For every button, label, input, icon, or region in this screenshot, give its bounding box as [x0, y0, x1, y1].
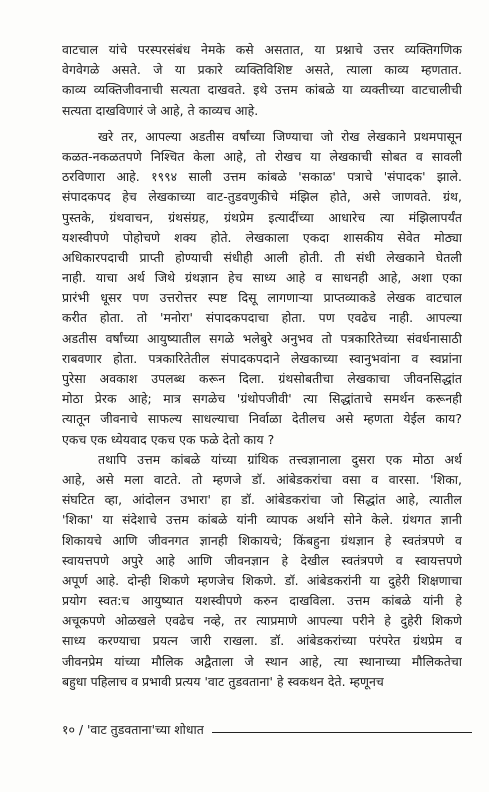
text-line: जीवनप्रेम यांच्या मौलिक अद्वैताला जे स्थान आहे, त्या स्थानाच्या मौलिकतेचा [62, 653, 462, 669]
text-line: बहुधा पहिलाच व प्रभावी प्रत्यय 'वाट तुडवताना' हे स्वकथन देते. म्हणूनच [62, 673, 384, 689]
text-line: अडतीस वर्षांच्या आयुष्यातील सगळे भलेबुरे अनुभव तो पत्रकारितेच्या संवर्धनासाठी [62, 330, 462, 346]
body-text [62, 40, 462, 692]
text-line: सत्यता दाखविणारं जे आहे, ते काव्यच आहे. [62, 102, 259, 118]
footer-text [62, 719, 204, 741]
text-line: साध्य करण्याचा प्रयत्न जारी राखला. डॉ. आंबेडकरांच्या परंपरेत ग्रंथप्रेम व [62, 633, 462, 649]
text-line: प्रयोग स्वत:च आयुष्यात यशस्वीपणे करुन दाखविला. उत्तम कांबळे यांनी हे [62, 593, 462, 609]
text-line: नाही. याचा अर्थ जिथे ग्रंथज्ञान हेच साध्य आहे व साधनही आहे, अशा एका [62, 270, 462, 286]
text-line: स्वायत्तपणे अपुरे आहे आणि जीवनज्ञान हे देखील स्वतंत्रपणे व स्वायत्तपणे [62, 552, 462, 568]
text-line: प्रारंभी धूसर पण उत्तरोत्तर स्पष्ट दिसू लागणाऱ्या प्राप्तव्याकडे लेखक वाटचाल [62, 290, 462, 306]
text-line: पुरेसा अवकाश उपलब्ध करून दिला. ग्रंथसोबतीचा लेखकाचा जीवनसिद्धांत [62, 371, 462, 386]
text-line: एकच एक ध्येयवाद एकच एक फळे देतो काय ? [62, 431, 275, 447]
text-line: मोठा प्रेरक आहे; मात्र सगळेच 'ग्रंथोपजीवी' त्या सिद्धांताचे समर्थन करूनही [62, 391, 462, 407]
paragraph [62, 127, 462, 450]
text-line: त्यातून जीवनाचे साफल्य साधल्याचा निर्वाळा देतीलच असे म्हणता येईल काय? [62, 411, 462, 427]
running-title: 'वाट तुडवताना'च्या शोधात [86, 722, 204, 737]
text-line: वेगवेगळे असते. जे या प्रकारे व्यक्तिविशिष्ट असते, त्याला काव्य म्हणतात. [62, 62, 462, 78]
text-line: अचूकपणे ओळखले एवढेच नव्हे, तर त्याप्रमाणे आपल्या परीने हे दुहेरी शिकणे [62, 613, 462, 629]
text-line: संपादकपद हेच लेखकाच्या वाट-तुडवणुकीचे मंझिल होते, असे जाणवते. ग्रंथ, [62, 189, 462, 205]
footer-separator: / [78, 722, 84, 737]
text-line: संघटित व्हा, आंदोलन उभारा' हा डॉ. आंबेडकरांचा जो सिद्धांत आहे, त्यातील [62, 492, 462, 508]
text-line: वाटचाल यांचे परस्परसंबंध नेमके कसे असतात, या प्रश्नाचे उत्तर व्यक्तिगणिक [62, 42, 462, 57]
text-line: तथापि उत्तम कांबळे यांच्या ग्रांथिक तत्त्वज्ञानाला दुसरा एक मोठा अर्थ [98, 451, 462, 467]
text-line: अधिकारपदाची प्राप्ती होण्याची संधीही आली होती. ती संधी लेखकाने घेतली [62, 249, 462, 265]
page-number: १० [62, 722, 75, 737]
text-line: आहे, असे मला वाटते. तो म्हणजे डॉ. आंबेडकरांचा वसा व वारसा. 'शिका, [62, 471, 462, 487]
text-line: खरे तर, आपल्या अडतीस वर्षांच्या जिण्याचा जो रोख लेखकाने प्रथमपासून [98, 128, 462, 144]
paragraph [62, 450, 462, 692]
text-line: शिकायचे आणि जीवनगत ज्ञानही शिकायचे; किंबहुना ग्रंथज्ञान हे स्वतंत्रपणे व [62, 532, 462, 548]
footer-rule [212, 732, 472, 733]
text-line: काव्य व्यक्तिजीवनाची सत्यता दाखवते. इथे उत्तम कांबळे या व्यक्तीच्या वाटचालीची [62, 82, 462, 98]
text-line: कळत-नकळतपणे निश्चित केला आहे, तो रोखच या लेखकाची सोबत व सावली [62, 148, 462, 164]
text-line: यशस्वीपणे पोहोचणे शक्य होते. लेखकाला एकदा शासकीय सेवेत मोठ्या [62, 229, 462, 245]
text-line: अपूर्ण आहे. दोन्ही शिकणे म्हणजेच शिकणे. डॉ. आंबेडकरांनी या दुहेरी शिक्षणाचा [62, 572, 462, 588]
paragraph [62, 40, 462, 121]
text-line: राबवणार होता. पत्रकारितेतील संपादकपदाने लेखकाच्या स्वानुभवांना व स्वप्नांना [62, 350, 462, 366]
text-line: 'शिका' या संदेशाचे उत्तम कांबळे यांनी व्यापक अर्थाने सोने केले. ग्रंथगत ज्ञानी [62, 512, 462, 528]
page-footer [62, 719, 472, 741]
text-line: ठरविणारा आहे. १९९४ साली उत्तम कांबळे 'सकाळ' पत्राचे 'संपादक' झाले. [62, 169, 462, 185]
text-line: पुस्तके, ग्रंथवाचन, ग्रंथसंग्रह, ग्रंथप्रेम इत्यादींच्या आधारेच त्या मंझिलापर्यंत [62, 209, 462, 225]
text-line: करीत होता. तो 'मनोरा' संपादकपदाचा होता. पण एवढेच नाही. आपल्या [62, 310, 462, 326]
